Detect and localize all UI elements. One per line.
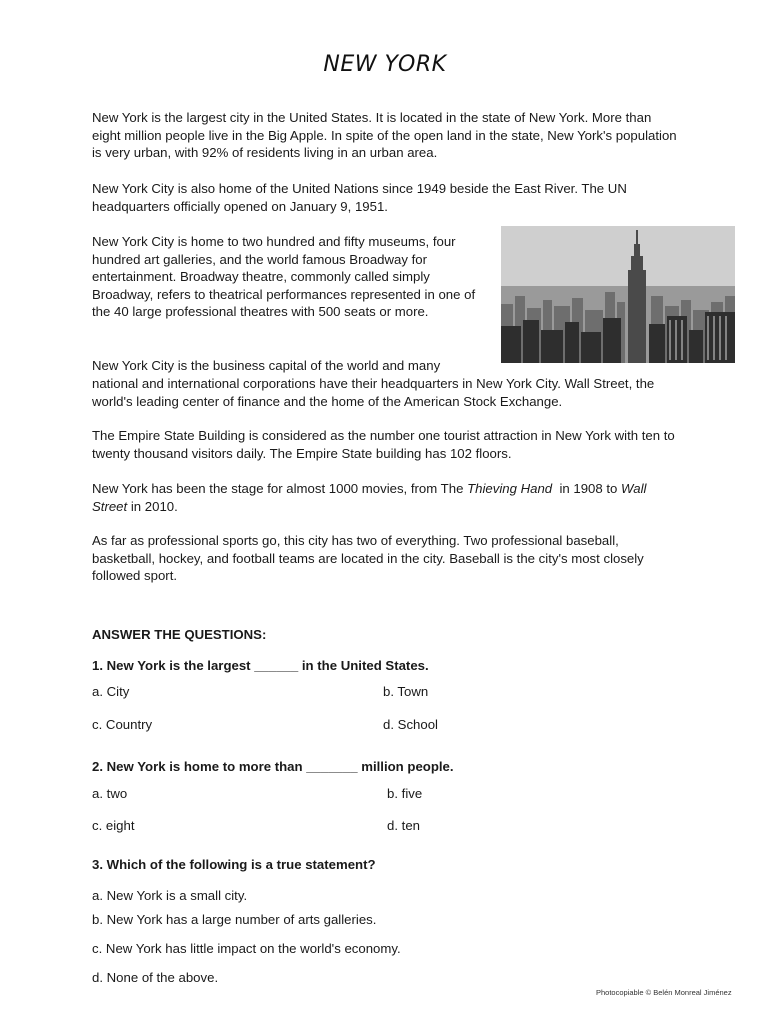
movie-title-wall-street: Wall Street [92, 481, 647, 514]
question-2-option-a[interactable]: a. two [92, 786, 128, 801]
paragraph-sports: As far as professional sports go, this city has two of everything. Two professional baseball, basketball, hockey, and football teams are located in the city. Baseball is the city's most closely followed sport. [92, 533, 644, 584]
paragraph-united-nations: New York City is also home of the United Nations since 1949 beside the East River. The UN headquarters officially opened on January 9, 1951. [92, 181, 627, 214]
paragraph-empire-state: The Empire State Building is considered as the number one tourist attraction in New York with ten to twenty thousand visitors daily. The Empire State building has 102 floors. [92, 428, 675, 461]
question-3-option-b[interactable]: b. New York has a large number of arts galleries. [92, 912, 377, 927]
question-3: 3. Which of the following is a true statement? [92, 857, 376, 872]
skyline-icon [501, 226, 735, 363]
new-york-skyline-photo [501, 226, 735, 363]
question-2-option-d[interactable]: d. ten [387, 818, 420, 833]
paragraph-business-line1: New York City is the business capital of the world and many [92, 358, 441, 373]
question-3-option-a[interactable]: a. New York is a small city. [92, 888, 248, 903]
question-3-option-d[interactable]: d. None of the above. [92, 970, 219, 985]
page-title: NEW YORK [323, 52, 447, 77]
question-1-option-c[interactable]: c. Country [92, 717, 153, 732]
question-2-option-c[interactable]: c. eight [92, 818, 135, 833]
question-1-option-a[interactable]: a. City [92, 684, 130, 699]
question-1-option-b[interactable]: b. Town [383, 684, 429, 699]
question-1: 1. New York is the largest ______ in the United States. [92, 658, 429, 673]
movies-text-start: New York has been the stage for almost 1000 movies, from The [92, 481, 468, 496]
paragraph-museums: New York City is home to two hundred and fifty museums, four hundred art galleries, and the world famous Broadway for entertainment. Broadway theatre, commonly called simply Broadway, refers to theatrical performances represented in one of the 40 large professional theatres with 500 seats or more. [92, 234, 476, 320]
movies-text-middle: in 1908 to [552, 481, 622, 496]
question-2-option-b[interactable]: b. five [387, 786, 423, 801]
copyright-footer: Photocopiable © Belén Monreal Jiménez [596, 988, 732, 997]
movies-text-end: in 2010. [127, 498, 178, 514]
question-2: 2. New York is home to more than _______ million people. [92, 759, 454, 774]
paragraph-movies [92, 480, 677, 515]
question-3-option-c[interactable]: c. New York has little impact on the world's economy. [92, 941, 401, 956]
paragraph-population: New York is the largest city in the United States. It is located in the state of New York. More than eight million people live in the Big Apple. In spite of the open land in the state, New York's population is very urban, with 92% of residents living in an urban area. [92, 110, 677, 161]
movie-title-thieving-hand: Thieving Hand [467, 481, 553, 496]
questions-heading: ANSWER THE QUESTIONS: [92, 627, 267, 642]
question-1-option-d[interactable]: d. School [383, 717, 438, 732]
paragraph-business: national and international corporations have their headquarters in New York City. Wall Street, the world's leading center of finance and the home of the American Stock Exchange. [92, 376, 655, 409]
